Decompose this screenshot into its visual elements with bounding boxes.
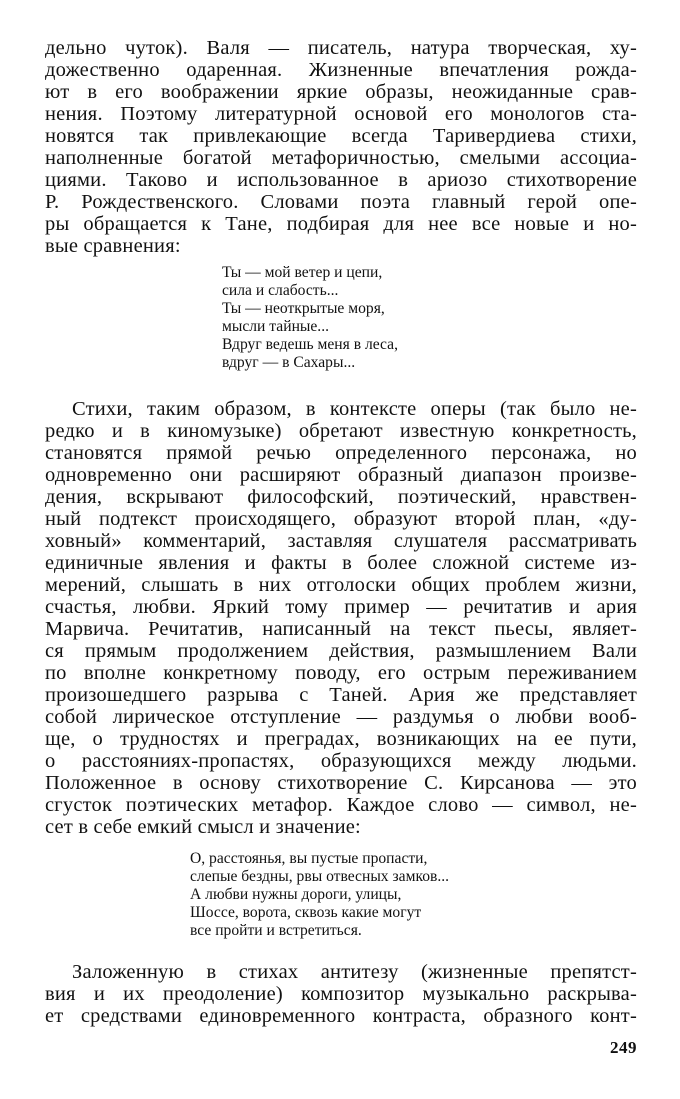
- page-number: 249: [610, 1038, 637, 1057]
- text-line: ют в его воображении яркие образы, неожиданные срав-: [45, 81, 637, 103]
- text-line: ры обращается к Тане, подбирая для нее все новые и но-: [45, 213, 637, 235]
- verse-line: мысли тайные...: [222, 318, 330, 335]
- verse-line: слепые бездны, рвы отвесных замков...: [190, 868, 450, 885]
- text-line: циями. Таково и использованное в ариозо стихотворение: [45, 169, 637, 191]
- text-line: редко и в киномузыке) обретают известную конкретность,: [45, 420, 637, 442]
- text-line: Положенное в основу стихотворение С. Кирсанова — это: [45, 772, 637, 794]
- text-line: нения. Поэтому литературной основой его монологов ста-: [45, 103, 637, 125]
- text-line: мерений, слышать в них отголоски общих проблем жизни,: [45, 574, 637, 596]
- text-line: вые сравнения:: [45, 235, 181, 257]
- verse-line: вдруг — в Сахары...: [222, 354, 356, 371]
- verse-line: сила и слабость...: [222, 282, 339, 299]
- text-line: произошедшего разрыва с Таней. Ария же представляет: [45, 684, 637, 706]
- text-line: Марвича. Речитатив, написанный на текст пьесы, являет-: [45, 618, 637, 640]
- text-line: ся прямым продолжением действия, размышлением Вали: [45, 640, 637, 662]
- text-line: дожественно одаренная. Жизненные впечатления рожда-: [45, 59, 637, 81]
- text-line: дельно чуток). Валя — писатель, натура творческая, ху-: [45, 37, 637, 59]
- text-line: по вполне конкретному поводу, его острым переживанием: [45, 662, 637, 684]
- text-line: ный подтекст происходящего, образуют второй план, «ду-: [45, 508, 637, 530]
- verse-line: все пройти и встретиться.: [190, 922, 362, 939]
- text-line: сет в себе емкий смысл и значение:: [45, 816, 361, 838]
- text-line: ет средствами единовременного контраста, образного конт-: [45, 1005, 637, 1027]
- verse-line: Шоссе, ворота, сквозь какие могут: [190, 904, 422, 921]
- verse-line: А любви нужны дороги, улицы,: [190, 886, 402, 903]
- text-line: сгусток поэтических метафор. Каждое слово — символ, не-: [45, 794, 637, 816]
- verse-line: О, расстоянья, вы пустые пропасти,: [190, 850, 428, 867]
- text-line: Стихи, таким образом, в контексте оперы (так было не-: [72, 398, 637, 420]
- verse-line: Ты — неоткрытые моря,: [222, 300, 385, 317]
- text-line: Заложенную в стихах антитезу (жизненные препятст-: [72, 961, 637, 983]
- verse-line: Ты — мой ветер и цепи,: [222, 264, 383, 281]
- text-line: единичные явления и факты в более сложной системе из-: [45, 552, 637, 574]
- text-line: вия и их преодоление) композитор музыкально раскрыва-: [45, 983, 637, 1005]
- verse-line: Вдруг ведешь меня в леса,: [222, 336, 398, 353]
- text-line: Р. Рождественского. Словами поэта главный герой опе-: [45, 191, 637, 213]
- text-line: ховный» комментарий, заставляя слушателя рассматривать: [45, 530, 637, 552]
- text-line: ще, о трудностях и преградах, возникающих на ее пути,: [45, 728, 637, 750]
- text-line: новятся так привлекающие всегда Таривердиева стихи,: [45, 125, 637, 147]
- text-line: становятся прямой речью определенного персонажа, но: [45, 442, 637, 464]
- text-line: собой лирическое отступление — раздумья о любви вооб-: [45, 706, 637, 728]
- text-line: счастья, любви. Яркий тому пример — речитатив и ария: [45, 596, 637, 618]
- text-line: дения, вскрывают философский, поэтический, нравствен-: [45, 486, 637, 508]
- text-line: наполненные богатой метафоричностью, смелыми ассоциа-: [45, 147, 637, 169]
- text-line: о расстояниях-пропастях, образующихся между людьми.: [45, 750, 637, 772]
- text-line: одновременно они расширяют образный диапазон произве-: [45, 464, 637, 486]
